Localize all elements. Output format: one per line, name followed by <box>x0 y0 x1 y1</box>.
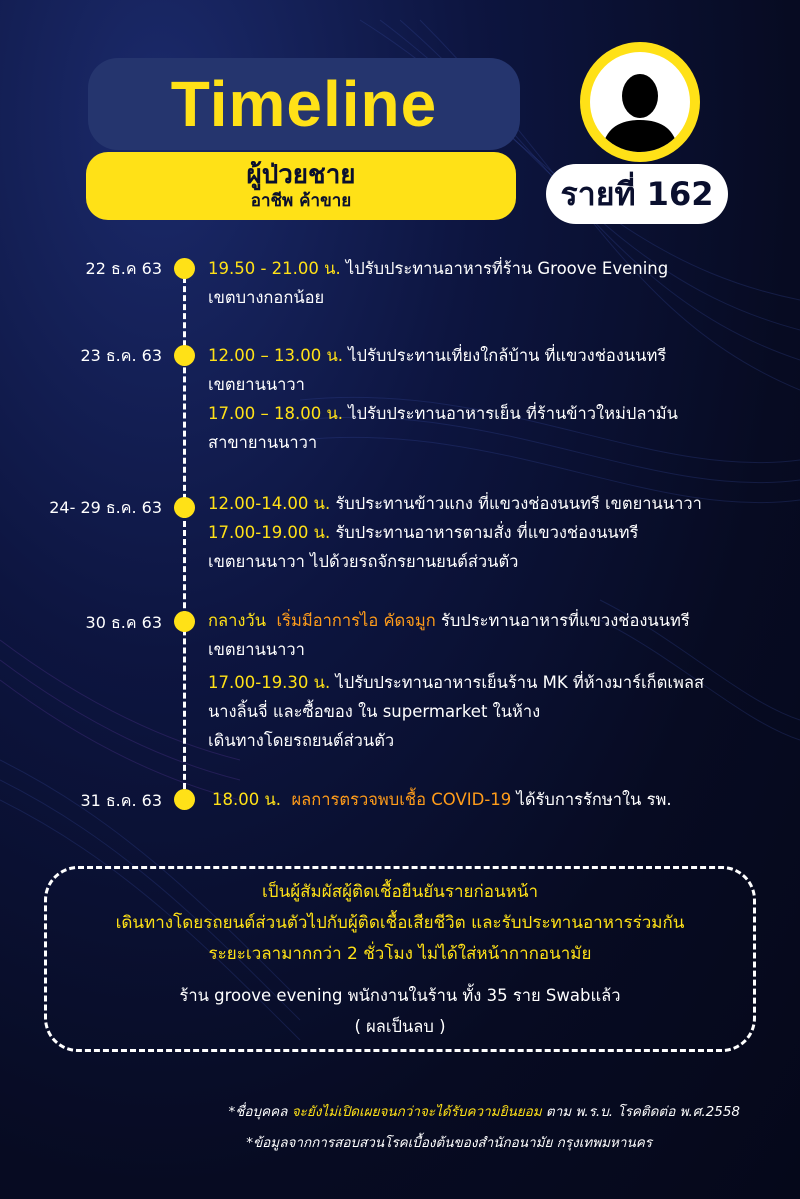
entry-time: 18.00 น. <box>212 790 282 809</box>
patient-gender: ผู้ป่วยชาย <box>246 160 356 190</box>
notice-line: ร้าน groove evening พนักงานในร้าน ทั้ง 35 ราย Swabแล้ว <box>179 985 621 1005</box>
entry-text: เขตบางกอกน้อย <box>208 288 325 307</box>
timeline-entry <box>212 785 782 814</box>
entry-text: ไปรับประทานอาหารที่ร้าน Groove Evening <box>340 259 669 278</box>
entry-highlight: ผลการตรวจพบเชื้อ COVID-19 <box>291 790 512 809</box>
entry-text: เขตยานนาวา ไปด้วยรถจักรยานยนต์ส่วนตัว <box>208 552 519 571</box>
avatar <box>580 42 700 162</box>
entry-text: ไปรับประทานอาหารเย็นร้าน MK ที่ห้างมาร์เก็ตเพลส <box>330 673 705 692</box>
timeline-date: 31 ธ.ค. 63 <box>80 791 162 810</box>
footnote-highlight: จะยังไม่เปิดเผยจนกว่าจะได้รับความยินยอม <box>287 1104 542 1120</box>
entry-time: 19.50 - 21.00 น. <box>208 259 341 278</box>
timeline-dot <box>174 345 195 366</box>
entry-time: 17.00-19.30 น. <box>208 673 331 692</box>
case-number-badge: รายที่ 162 <box>546 164 728 224</box>
entry-time: 17.00 – 18.00 น. <box>208 404 343 423</box>
timeline-entry <box>208 606 778 755</box>
timeline-entry <box>208 254 778 312</box>
entry-highlight: เริ่มมีอาการไอ คัดจมูก <box>276 611 436 630</box>
person-silhouette-icon <box>590 52 690 152</box>
timeline-entry <box>208 489 778 576</box>
notice-line: เป็นผู้สัมผัสผู้ติดเชื้อยืนยันรายก่อนหน้า <box>261 881 538 902</box>
page-title: Timeline <box>170 68 438 140</box>
timeline-date: 30 ธ.ค 63 <box>85 613 162 632</box>
entry-text: รับประทานอาหารตามสั่ง ที่แขวงช่องนนทรี <box>330 523 639 542</box>
entry-time: กลางวัน <box>208 611 266 630</box>
footnote-suffix: ตาม พ.ร.บ. โรคติดต่อ พ.ศ.2558 <box>541 1104 740 1120</box>
footnote <box>20 1100 740 1122</box>
entry-text: เขตยานนาวา <box>208 375 305 394</box>
timeline-dot <box>174 611 195 632</box>
entry-time: 12.00 – 13.00 น. <box>208 346 343 365</box>
entry-text: เขตยานนาวา <box>208 640 305 659</box>
timeline-date: 24- 29 ธ.ค. 63 <box>49 498 162 517</box>
entry-text: ไปรับประทานอาหารเย็น ที่ร้านข้าวใหม่ปลามัน <box>342 404 678 423</box>
title-box <box>88 58 520 150</box>
entry-text: รับประทานข้าวแกง ที่แขวงช่องนนทรี เขตยานนาวา <box>330 494 702 513</box>
notice-line: ระยะเวลามากกว่า 2 ชั่วโมง ไม่ได้ใส่หน้ากากอนามัย <box>208 943 592 964</box>
timeline-date: 23 ธ.ค. 63 <box>80 346 162 365</box>
timeline-entry <box>208 341 778 457</box>
notice-box <box>44 866 756 1052</box>
entry-text: รับประทานอาหารที่แขวงช่องนนทรี <box>435 611 690 630</box>
notice-line: ( ผลเป็นลบ ) <box>354 1016 446 1036</box>
patient-occupation: อาชีพ ค้าขาย <box>250 191 352 211</box>
footnote-source: *ข้อมูลจากการสอบสวนโรคเบื้องต้นของสำนักอนามัย กรุงเทพมหานคร <box>246 1135 652 1151</box>
timeline-dot <box>174 789 195 810</box>
timeline-date: 22 ธ.ค 63 <box>85 259 162 278</box>
footnote-prefix: *ชื่อบุคคล <box>228 1104 288 1120</box>
entry-text: ได้รับการรักษาใน รพ. <box>511 790 672 809</box>
entry-text: ไปรับประทานเที่ยงใกล้บ้าน ที่แขวงช่องนนทรี <box>342 346 667 365</box>
timeline-dot <box>174 497 195 518</box>
entry-time: 12.00-14.00 น. <box>208 494 331 513</box>
timeline-dot <box>174 258 195 279</box>
patient-info-box <box>86 152 516 220</box>
notice-line: เดินทางโดยรถยนต์ส่วนตัวไปกับผู้ติดเชื้อเสียชีวิต และรับประทานอาหารร่วมกัน <box>115 912 685 933</box>
entry-time: 17.00-19.00 น. <box>208 523 331 542</box>
entry-text: นางลิ้นจี่ และซื้อของ ใน supermarket ในห้าง <box>208 702 541 721</box>
entry-text: เดินทางโดยรถยนต์ส่วนตัว <box>208 731 395 750</box>
entry-text: สาขายานนาวา <box>208 433 318 452</box>
